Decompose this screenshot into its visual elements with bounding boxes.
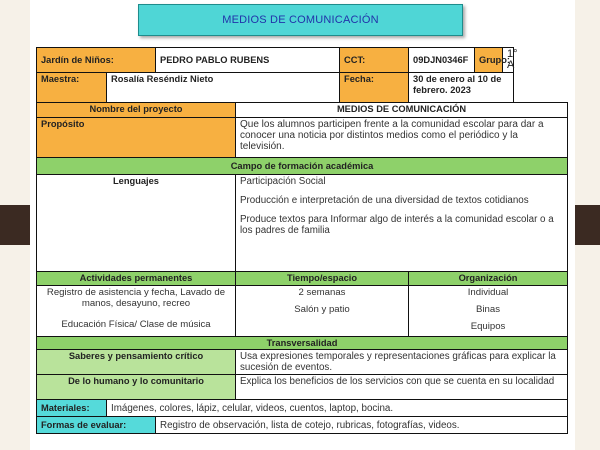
formation-content-1: Participación Social bbox=[240, 176, 326, 187]
permanent-activities-1: Registro de asistencia y fecha, Lavado de manos, desayuno, recreo bbox=[46, 287, 226, 309]
formation-header: Campo de formación académica bbox=[37, 158, 568, 175]
time-value: 2 semanas bbox=[298, 287, 346, 298]
project-name-label: Nombre del proyecto bbox=[37, 103, 236, 118]
activities-header: Actividades permanentes bbox=[37, 272, 236, 286]
formation-field: Lenguajes bbox=[37, 175, 236, 272]
cct-label: CCT: bbox=[340, 48, 409, 73]
school-value: PEDRO PABLO RUBENS bbox=[156, 48, 340, 73]
transversal-row2-value: Explica los beneficios de los servicios con que se cuenta en su localidad bbox=[236, 375, 568, 400]
organization-individual: Individual bbox=[467, 287, 509, 298]
group-value: 1° A bbox=[503, 48, 514, 73]
planning-sheet bbox=[36, 47, 568, 434]
materials-label: Materiales: bbox=[37, 400, 107, 417]
transversal-row2-label: De lo humano y lo comunitario bbox=[37, 375, 236, 400]
transversal-row1-label: Saberes y pensamiento crítico bbox=[37, 350, 236, 375]
document-title: MEDIOS DE COMUNICACIÓN bbox=[138, 4, 463, 36]
organization-teams: Equipos bbox=[470, 321, 506, 332]
space-value: Salón y patio bbox=[294, 304, 350, 315]
materials-value: Imágenes, colores, lápiz, celular, videos, cuentos, laptop, bocina. bbox=[107, 400, 568, 417]
formation-content-3: Produce textos para Informar algo de interés a la comunidad escolar o a los padres de familia bbox=[240, 214, 554, 236]
group-label: Grupo: bbox=[475, 48, 503, 73]
permanent-activities-2: Educación Física/ Clase de música bbox=[61, 319, 211, 330]
organization-pairs: Binas bbox=[476, 304, 501, 315]
formation-content-2: Producción e interpretación de una diversidad de textos cotidianos bbox=[240, 195, 529, 206]
evaluation-label: Formas de evaluar: bbox=[37, 417, 156, 434]
purpose-label: Propósito bbox=[37, 118, 236, 158]
transversal-header: Transversalidad bbox=[37, 337, 568, 350]
teacher-value: Rosalía Reséndiz Nieto bbox=[107, 73, 340, 103]
evaluation-value: Registro de observación, lista de cotejo, rubricas, fotografías, videos. bbox=[156, 417, 568, 434]
teacher-label: Maestra: bbox=[37, 73, 107, 103]
time-header: Tiempo/espacio bbox=[236, 272, 409, 286]
cct-value: 09DJN0346F bbox=[409, 48, 475, 73]
purpose-value: Que los alumnos participen frente a la comunidad escolar para dar a conocer una noticia por distintos medios como el periódico y la televisión. bbox=[236, 118, 568, 158]
organization-header: Organización bbox=[409, 272, 568, 286]
date-value: 30 de enero al 10 de febrero. 2023 bbox=[409, 73, 514, 103]
project-name-value: MEDIOS DE COMUNICACIÓN bbox=[236, 103, 568, 118]
transversal-row1-value: Usa expresiones temporales y representaciones gráficas para explicar la sucesión de eventos. bbox=[236, 350, 568, 375]
date-label: Fecha: bbox=[340, 73, 409, 103]
school-label: Jardín de Niños: bbox=[37, 48, 156, 73]
